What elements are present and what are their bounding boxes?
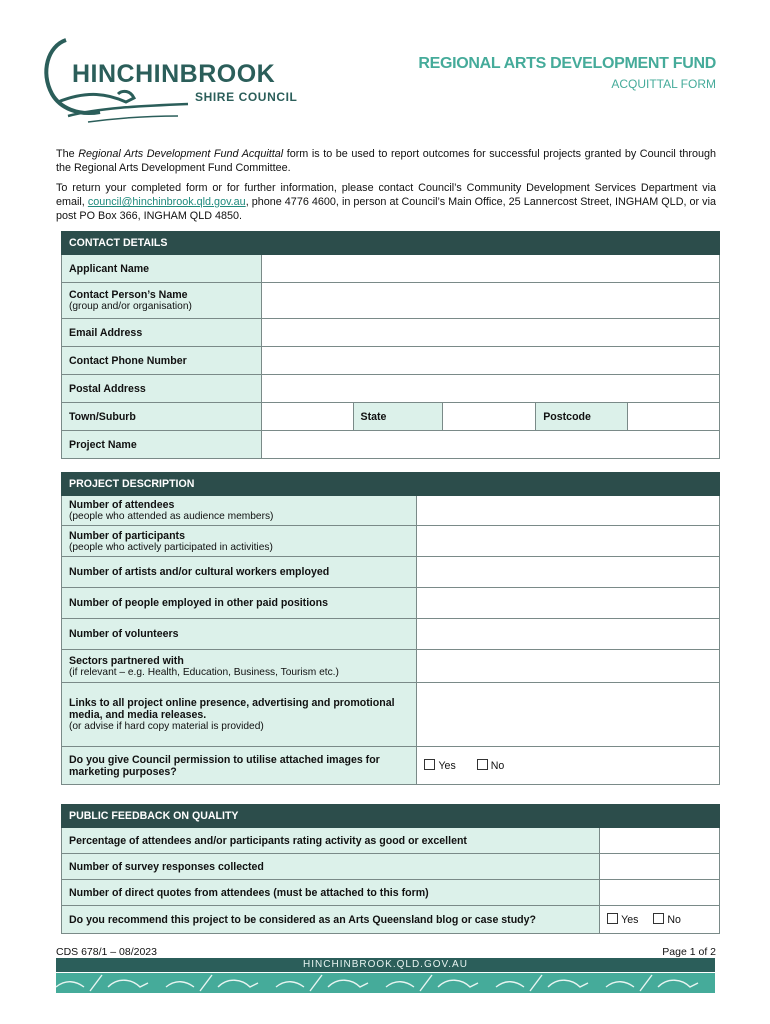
project-name-label: Project Name [62, 431, 262, 459]
applicant-name-label: Applicant Name [62, 255, 262, 283]
attendees-field[interactable] [417, 496, 720, 526]
postal-address-field[interactable] [261, 375, 719, 403]
state-label: State [353, 403, 443, 431]
recommend-options [600, 906, 720, 934]
permission-no-option[interactable]: No [477, 760, 505, 772]
phone-field[interactable] [261, 347, 719, 375]
page-number: Page 1 of 2 [662, 946, 716, 958]
checkbox-icon[interactable] [424, 759, 435, 770]
permission-options [417, 747, 720, 785]
form-code: CDS 678/1 – 08/2023 [56, 946, 157, 958]
quotes-label: Number of direct quotes from attendees (must be attached to this form) [62, 880, 600, 906]
contact-details-table [61, 231, 720, 459]
website-banner: HINCHINBROOK.QLD.GOV.AU [56, 958, 715, 972]
checkbox-icon[interactable] [477, 759, 488, 770]
org-name: HINCHINBROOK [72, 60, 276, 88]
applicant-name-field[interactable] [261, 255, 719, 283]
postal-address-label: Postal Address [62, 375, 262, 403]
contact-person-field[interactable] [261, 283, 719, 319]
permission-label: Do you give Council permission to utilise attached images for marketing purposes? [62, 747, 417, 785]
links-field[interactable] [417, 683, 720, 747]
recommend-no-option[interactable]: No [653, 914, 681, 926]
org-subname: SHIRE COUNCIL [195, 90, 298, 104]
email-label: Email Address [62, 319, 262, 347]
checkbox-icon[interactable] [607, 913, 618, 924]
attendees-label: Number of attendees (people who attended as audience members) [62, 496, 417, 526]
employed-label: Number of people employed in other paid positions [62, 588, 417, 619]
percentage-field[interactable] [600, 828, 720, 854]
postcode-field[interactable] [628, 403, 720, 431]
phone-label: Contact Phone Number [62, 347, 262, 375]
artists-label: Number of artists and/or cultural workers employed [62, 557, 417, 588]
project-description-table [61, 472, 720, 785]
email-field[interactable] [261, 319, 719, 347]
artists-field[interactable] [417, 557, 720, 588]
volunteers-label: Number of volunteers [62, 619, 417, 650]
town-label: Town/Suburb [62, 403, 262, 431]
participants-label: Number of participants (people who actively participated in activities) [62, 526, 417, 557]
survey-field[interactable] [600, 854, 720, 880]
intro-paragraph-1: The Regional Arts Development Fund Acquittal form is to be used to report outcomes for successful projects granted by Council through the Regional Arts Development Fund Committee. [56, 148, 716, 174]
intro-paragraph-2: To return your completed form or for further information, please contact Council’s Community Development Services Department via email, council@hinchinbrook.qld.gov.au, phone 4776 4600, in person at Council’s Main Office, 25 Lannercost Street, INGHAM QLD, or via post PO Box 366, INGHAM QLD 4850. [56, 182, 716, 222]
public-feedback-table [61, 804, 720, 934]
participants-field[interactable] [417, 526, 720, 557]
project-description-header: PROJECT DESCRIPTION [62, 473, 720, 496]
council-email-link[interactable]: council@hinchinbrook.qld.gov.au [87, 196, 246, 208]
state-field[interactable] [443, 403, 536, 431]
volunteers-field[interactable] [417, 619, 720, 650]
links-label: Links to all project online presence, advertising and promotional media, and media releases. (or advise if hard copy material is provided) [62, 683, 417, 747]
quotes-field[interactable] [600, 880, 720, 906]
survey-label: Number of survey responses collected [62, 854, 600, 880]
recommend-yes-option[interactable]: Yes [607, 914, 638, 926]
recommend-label: Do you recommend this project to be considered as an Arts Queensland blog or case study? [62, 906, 600, 934]
document-subtitle: ACQUITTAL FORM [611, 77, 716, 91]
checkbox-icon[interactable] [653, 913, 664, 924]
document-title: REGIONAL ARTS DEVELOPMENT FUND [418, 55, 716, 72]
footer-bird-pattern [56, 973, 715, 993]
project-name-field[interactable] [261, 431, 719, 459]
postcode-label: Postcode [536, 403, 628, 431]
employed-field[interactable] [417, 588, 720, 619]
percentage-label: Percentage of attendees and/or participants rating activity as good or excellent [62, 828, 600, 854]
town-field[interactable] [261, 403, 353, 431]
contact-details-header: CONTACT DETAILS [62, 232, 720, 255]
public-feedback-header: PUBLIC FEEDBACK ON QUALITY [62, 805, 720, 828]
sectors-label: Sectors partnered with (if relevant – e.g. Health, Education, Business, Tourism etc.) [62, 650, 417, 683]
permission-yes-option[interactable]: Yes [424, 760, 455, 772]
contact-person-label: Contact Person’s Name (group and/or organisation) [62, 283, 262, 319]
sectors-field[interactable] [417, 650, 720, 683]
